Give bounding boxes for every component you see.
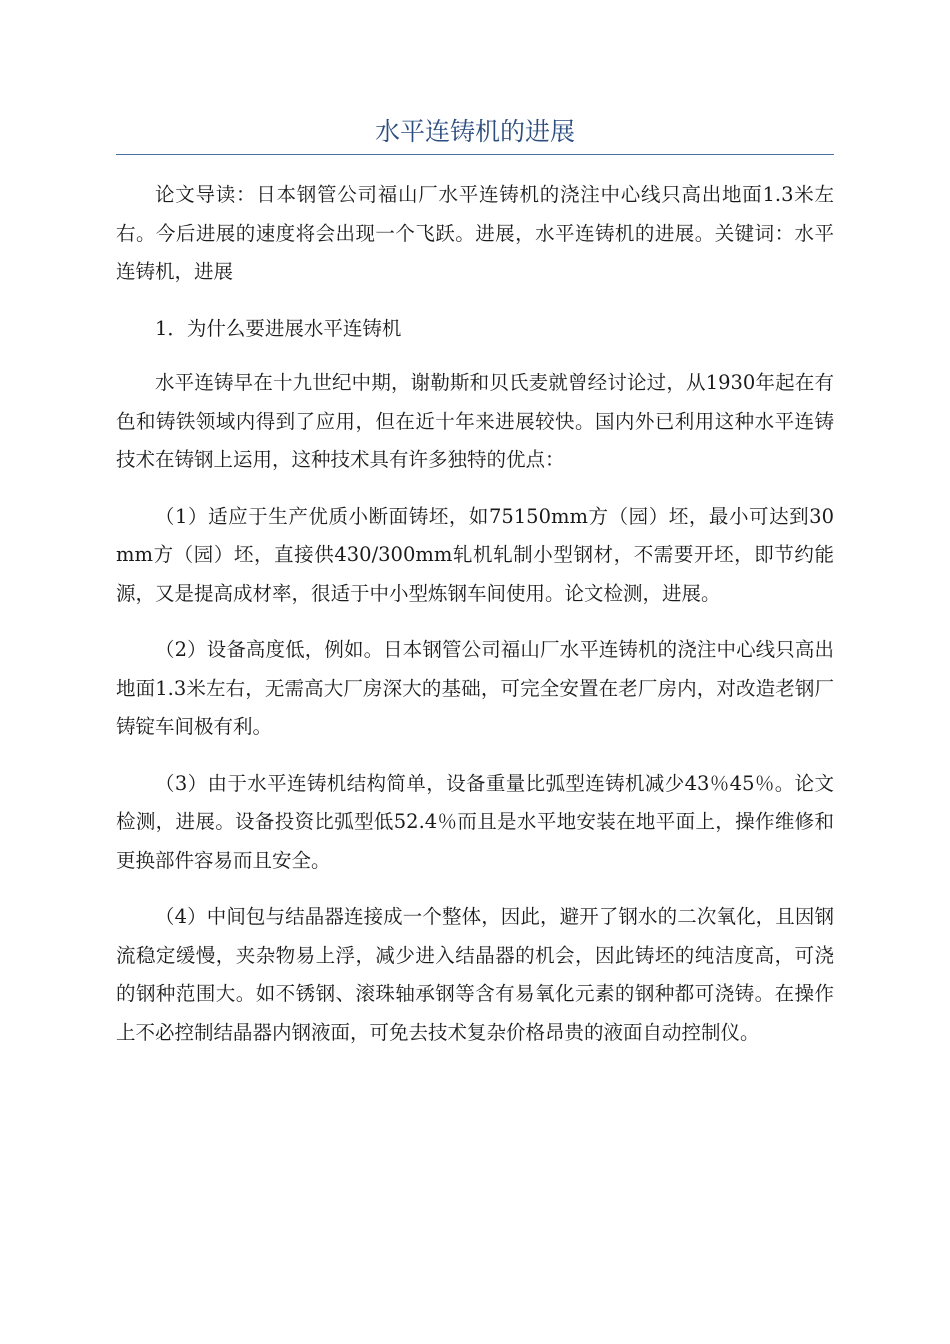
paragraph-abstract: 论文导读：日本钢管公司福山厂水平连铸机的浇注中心线只高出地面1.3米左右。今后进展的速度将会出现一个飞跃。进展，水平连铸机的进展。关键词：水平连铸机，进展 (116, 183, 834, 283)
document-body (116, 176, 834, 1070)
paragraph-point-3: （3）由于水平连铸机结构简单，设备重量比弧型连铸机减少43％45％。论文检测，进展。设备投资比弧型低52.4％而且是水平地安装在地平面上，操作维修和更换部件容易而且安全。 (116, 771, 834, 872)
title-underline-divider (116, 154, 834, 155)
section-heading: 1．为什么要进展水平连铸机 (155, 316, 402, 340)
paragraph-point-1: （1）适应于生产优质小断面铸坯，如75150mm方（园）坯，最小可达到30mm方（园）坯，直接供430/300mm轧机轧制小型钢材，不需要开坯，即节约能源，又是提高成材率，很适于中小型炼钢车间使用。论文检测，进展。 (116, 504, 834, 605)
paragraph-point-2: （2）设备高度低，例如。日本钢管公司福山厂水平连铸机的浇注中心线只高出地面1.3米左右，无需高大厂房深大的基础，可完全安置在老厂房内，对改造老钢厂铸锭车间极有利。 (116, 638, 834, 738)
paragraph-intro: 水平连铸早在十九世纪中期，谢勒斯和贝氏麦就曾经讨论过，从1930年起在有色和铸铁领域内得到了应用，但在近十年来进展较快。国内外已利用这种水平连铸技术在铸钢上运用，这种技术具有许多独特的优点： (116, 371, 834, 471)
document-title: 水平连铸机的进展 (374, 117, 575, 146)
paragraph-point-4: （4）中间包与结晶器连接成一个整体，因此，避开了钢水的二次氧化，且因钢流稳定缓慢，夹杂物易上浮，减少进入结晶器的机会，因此铸坯的纯洁度高，可浇的钢种范围大。如不锈钢、滚珠轴承钢等含有易氧化元素的钢种都可浇铸。在操作上不必控制结晶器内钢液面，可免去技术复杂价格昂贵的液面自动控制仪。 (116, 905, 834, 1044)
